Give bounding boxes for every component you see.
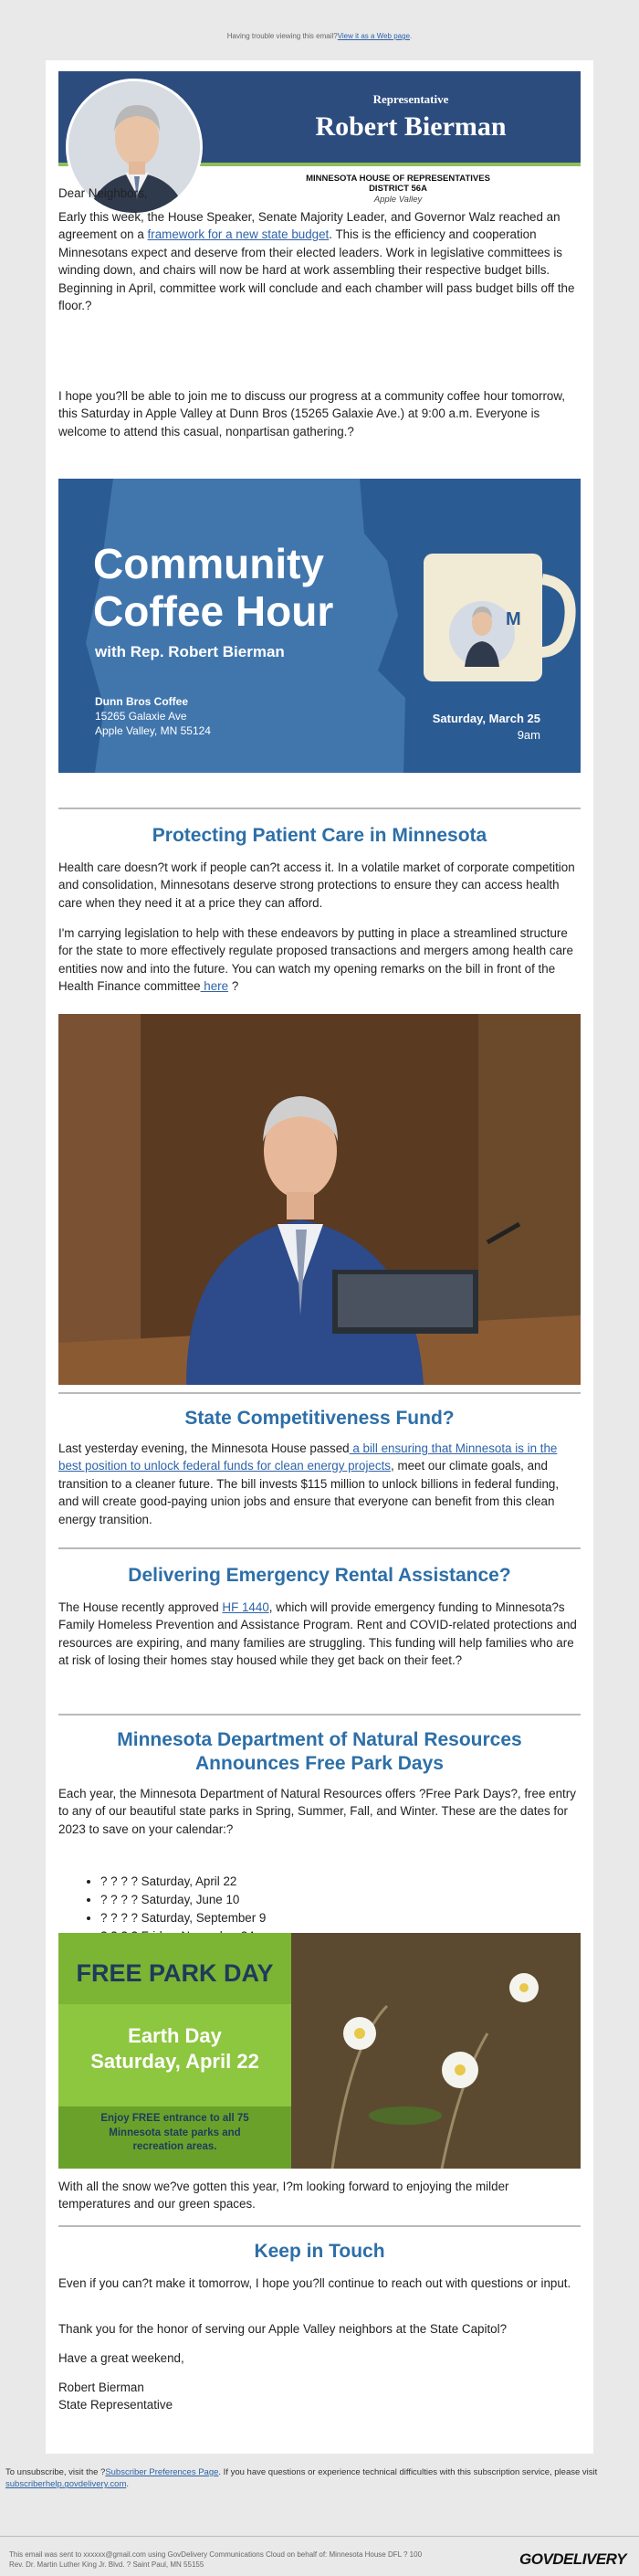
web-page-link[interactable]: View it as a Web page — [337, 32, 411, 40]
clean-energy-bill-link[interactable]: a bill ensuring that Minnesota is in the best position to unlock federal funds for clean energy projects — [58, 1441, 558, 1473]
coffee-title-line1: Community — [93, 540, 324, 587]
coffee-citystate: Apple Valley, MN 55124 — [95, 724, 211, 737]
greeting: Dear Neighbors, — [58, 186, 148, 200]
budget-framework-link[interactable]: framework for a new state budget — [147, 227, 330, 242]
competitiveness-paragraph: Last yesterday evening, the Minnesota House passed a bill ensuring that Minnesota is in the best position to unlock federal funds for clean energy projects, meet our climate goals, and transition to a cleaner future. The bill invests $115 million to unlock billions in federal funding, and will create good-paying union jobs and ensure that everyone can benefit from this clean energy transition. — [58, 1441, 560, 1526]
coffee-with: with Rep. Robert Bierman — [95, 643, 285, 660]
intro-paragraph-2: I hope you?ll be able to join me to discuss our progress at a community coffee hour tomorrow, this Saturday in Apple Valley at Dunn Bros (15265 Galaxie Ave.) at 9:00 a.m. Everyone is welcome to attend this casual, nonpartisan gathering.? — [58, 389, 566, 438]
mug-letter: M — [506, 609, 521, 629]
coffee-date: Saturday, March 25 — [432, 712, 540, 725]
list-item: • ? ? ? ? Saturday, June 10 — [100, 1891, 266, 1909]
patient-paragraph-1: Health care doesn?t work if people can?t access it. In a volatile market of corporate competition and consolidation, Minnesotans deserve strong protections to ensure they can access health care when they need it at a price they can afford. — [58, 860, 575, 910]
divider — [58, 1714, 581, 1716]
signature-title: State Representative — [58, 2398, 173, 2412]
keep-paragraph-1: Even if you can?t make it tomorrow, I hope you?ll continue to reach out with questions or input. — [58, 2276, 571, 2290]
coffee-time: 9am — [517, 728, 540, 742]
subscriber-preferences-link[interactable]: Subscriber Preferences Page — [105, 2467, 219, 2477]
patient-care-heading: Protecting Patient Care in Minnesota — [152, 825, 487, 846]
divider — [58, 1547, 581, 1549]
unsubscribe-footer: To unsubscribe, visit the ?Subscriber Preferences Page. If you have questions or experience technical difficulties with this subscription service, please visit subscriberhelp.govdelivery.com. — [5, 2467, 598, 2490]
office-district: DISTRICT 56A — [369, 184, 427, 195]
rental-paragraph: The House recently approved HF 1440, which will provide emergency funding to Minnesota?s Family Homeless Prevention and Assistance Program. Rent and COVID-related protections and resources are expiring, and many families are struggling. This funding will help families who are at risk of losing their homes stay housed while they get back on their feet.? — [58, 1600, 577, 1668]
office-org: MINNESOTA HOUSE OF REPRESENTATIVES — [306, 174, 490, 184]
divider — [58, 1392, 581, 1394]
intro-paragraph-1: Early this week, the House Speaker, Senate Majority Leader, and Governor Walz reached an agreement on a framework for a new state budget. This is the efficiency and cooperation Minnesotans expect and deserve from their elected leaders. Work in legislative committees is winding down, and chairs will now be hard at work assembling their respective budget bills. Beginning in April, committee work will conclude and each chamber will pass budget bills off the floor.? — [58, 210, 575, 313]
park-date: Saturday, April 22 — [90, 2050, 259, 2073]
signature-name: Robert Bierman — [58, 2381, 144, 2394]
header-title: Representative — [372, 92, 449, 106]
park-event: Earth Day — [128, 2024, 222, 2047]
dnr-paragraph: Each year, the Minnesota Department of Natural Resources offers ?Free Park Days?, free entry to any of our beautiful state parks in Spring, Summer, Fall, and Winter. These are the dates for 2023 to save on your calendar:? — [58, 1787, 576, 1836]
coffee-venue: Dunn Bros Coffee — [95, 695, 188, 708]
competitiveness-heading: State Competitiveness Fund? — [184, 1408, 455, 1429]
keep-in-touch-heading: Keep in Touch — [254, 2241, 385, 2262]
subscriber-help-link[interactable]: subscriberhelp.govdelivery.com — [5, 2479, 127, 2490]
hearing-photo — [58, 1014, 581, 1385]
preheader-text: Having trouble viewing this email? — [226, 32, 338, 40]
patient-paragraph-2: I'm carrying legislation to help with these endeavors by putting in place a streamlined structure for the state to more effectively regulate proposed transactions and mergers among health care entities now and into the future. You can watch my opening remarks on the bill in front of the Health Finance committee here ? — [58, 926, 573, 994]
coffee-hour-graphic — [58, 479, 581, 773]
keep-paragraph-2: Thank you for the honor of serving our Apple Valley neighbors at the State Capitol? — [58, 2322, 508, 2336]
dnr-heading: Minnesota Department of Natural Resources Announces Free Park Days — [117, 1729, 522, 1775]
preheader: Having trouble viewing this email?View it as a Web page. — [226, 32, 413, 40]
park-note: Enjoy FREE entrance to all 75 Minnesota state parks and recreation areas. — [100, 2113, 249, 2153]
hf1440-link[interactable]: HF 1440 — [222, 1600, 269, 1614]
coffee-street: 15265 Galaxie Ave — [95, 710, 187, 723]
office-city: Apple Valley — [373, 194, 423, 205]
rental-heading: Delivering Emergency Rental Assistance? — [128, 1565, 511, 1586]
divider — [58, 808, 581, 809]
signature-block — [58, 2379, 581, 2414]
divider — [58, 2225, 581, 2227]
keep-paragraph-3: Have a great weekend, — [58, 2351, 184, 2365]
sent-line-2: Rev. Dr. Martin Luther King Jr. Blvd. ? Saint Paul, MN 55155 — [9, 2560, 204, 2570]
govdelivery-logo[interactable]: GOVDELIVERY — [519, 2550, 626, 2568]
header-name: Robert Bierman — [315, 111, 507, 142]
free-park-day-graphic — [58, 1933, 581, 2169]
coffee-title-line2: Coffee Hour — [93, 587, 334, 635]
park-title: FREE PARK DAY — [76, 1959, 274, 1987]
sent-line-1: This email was sent to xxxxxx@gmail.com using GovDelivery Communications Cloud on behalf of: Minnesota House DFL ? 100 — [9, 2550, 423, 2559]
dnr-after-paragraph: With all the snow we?ve gotten this year, I?m looking forward to enjoying the milder temperatures and our green spaces. — [58, 2180, 509, 2212]
remarks-here-link[interactable]: here — [200, 979, 229, 994]
list-item: • ? ? ? ? Saturday, September 9 — [100, 1909, 266, 1927]
list-item: • ? ? ? ? Saturday, April 22 — [100, 1873, 266, 1891]
email-card — [46, 60, 593, 2454]
